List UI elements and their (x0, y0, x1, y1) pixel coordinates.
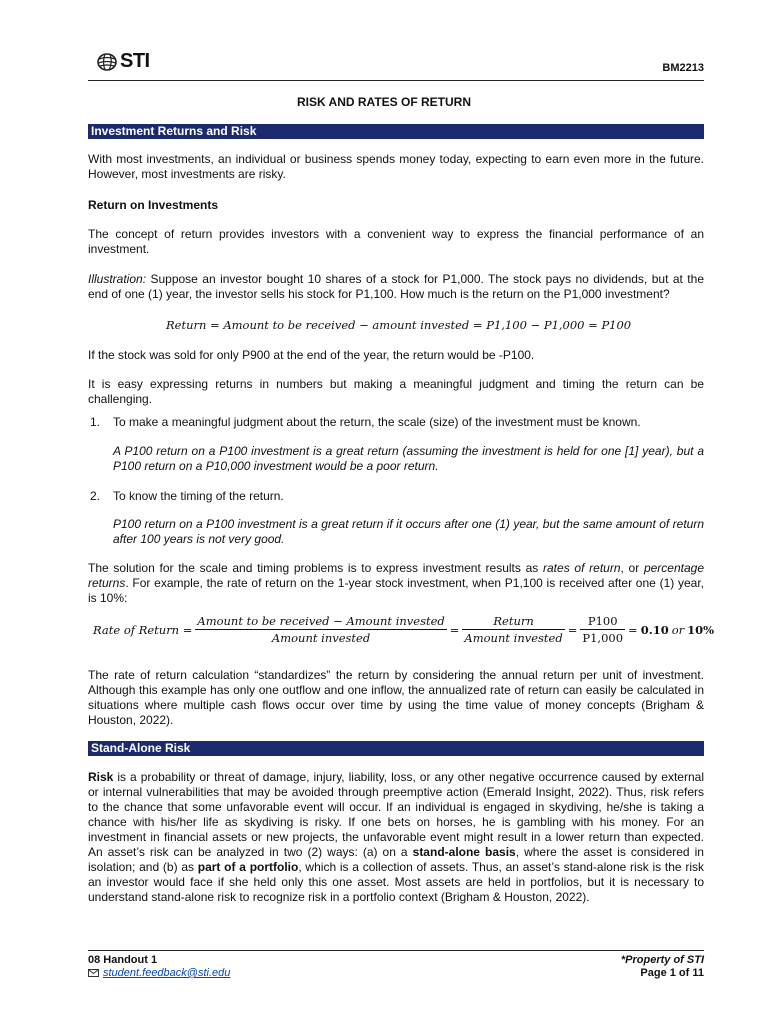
logo-text: STI (120, 50, 150, 72)
email-link[interactable]: student.feedback@sti.edu (103, 967, 231, 979)
equation-rate-of-return: Rate of Return = $\frac{\text{Amount to be received − Amount invested}}{\text{Amount invested}}$ = $\frac{\text{Return}}{\text{Amount invested}}$ = $\frac{P100}{P1,000}$ = 0.10 or 10% (93, 614, 715, 645)
paragraph-solution (88, 561, 704, 606)
term-rates-of-return: rates of return (543, 561, 621, 575)
list-item-scale: To make a meaningful judgment about the return, the scale (size) of the investment must be known. (113, 415, 641, 429)
footer-divider (88, 950, 704, 951)
paragraph-illustration (88, 272, 704, 302)
illustration-text: Suppose an investor bought 10 shares of a stock for P1,000. The stock pays no dividends, but at the end of one (1) year, the investor sells his stock for P1,100. How much is the return on the P1,000 investment? (88, 272, 704, 301)
eq-result-percent: 10% (687, 622, 715, 637)
handout-label: 08 Handout 1 (88, 954, 158, 966)
envelope-icon (88, 969, 99, 977)
paragraph-intro: With most investments, an individual or business spends money today, expecting to earn even more in the future. However, most investments are risky. (88, 152, 704, 181)
fraction-values: $\frac{P100}{P1,000}$ (582, 614, 624, 645)
equation-return: Return = Amount to be received − amount invested = P1,100 − P1,000 = P100 (166, 318, 632, 332)
list-number-2: 2. (90, 489, 101, 503)
note-scale: A P100 return on a P100 investment is a great return (assuming the investment is held for one [1] year), but a P100 return on a P10,000 investment would be a poor return. (113, 444, 704, 473)
paragraph-risk-definition: Risk is a probability or threat of damage, injury, liability, loss, or any other negative occurrence caused by external or internal vulnerabilities that may be avoided through preemptive action (Emerald Insight, 2022). Thus, risk refers to the chance that some unfavorable event will occur. If an individual is engaged in skydiving, he/she is taking a chance with his/her life as skydiving is risky. If one bets on horses, he is gambling with his money. For an investment in financial assets or new projects, the unfavorable event might result in a lower return than expected. An asset’s risk can be analyzed in two (2) ways: (a) on a stand-alone basis, where the asset is considered in isolation; and (b) as part of a portfolio, which is a collection of assets. Thus, an asset’s stand-alone risk is the risk an investor would face if she held only this one asset. Most assets are held in portfolios, but it is necessary to understand stand-alone risk to recognize risk in a portfolio context (Brigham & Houston, 2022). (88, 770, 704, 904)
solution-text-a: The solution for the scale and timing problems is to express investment results as (88, 561, 544, 575)
list-number-1: 1. (90, 415, 101, 429)
eq-lhs: Rate of Return = (93, 622, 193, 637)
fraction-full: $\frac{\text{Amount to be received − Amount invested}}{\text{Amount invested}}$ (197, 614, 445, 645)
term-percentage-returns: percentage returns (88, 561, 704, 590)
paragraph-challenges: It is easy expressing returns in numbers but making a meaningful judgment and timing the return can be challenging. (88, 377, 704, 406)
term-part-of-portfolio: part of a portfolio (197, 860, 299, 874)
property-label: *Property of STI (620, 954, 704, 966)
paragraph-loss: If the stock was sold for only P900 at the end of the year, the return would be -P100. (88, 348, 535, 362)
subheading-return-on-investments: Return on Investments (88, 198, 219, 212)
paragraph-standardizes: The rate of return calculation “standardizes” the return by considering the annual return per unit of investment. Although this example has only one outflow and one inflow, the annualized rate of return can easily be calculated in situations where multiple cash flows occur over time by using the time value of money concepts (Brigham & Houston, 2022). (88, 668, 704, 727)
globe-icon (96, 53, 118, 71)
section-heading-investment-returns: Investment Returns and Risk (88, 124, 704, 139)
header-divider (88, 80, 704, 81)
list-item-timing: To know the timing of the return. (113, 489, 284, 503)
fraction-return: $\frac{\text{Return}}{\text{Amount invested}}$ (464, 614, 563, 645)
solution-text-b: , or (620, 561, 644, 575)
paragraph-concept: The concept of return provides investors with a convenient way to express the financial performance of an investment. (88, 227, 704, 256)
section-heading-stand-alone-risk: Stand-Alone Risk (88, 741, 704, 756)
page-title: RISK AND RATES OF RETURN (297, 95, 471, 109)
doc-code: BM2213 (662, 62, 704, 74)
sti-logo (96, 50, 150, 73)
eq-result-decimal: 0.10 (640, 622, 669, 637)
term-stand-alone-basis: stand-alone basis (412, 845, 516, 859)
term-risk: Risk (88, 770, 114, 784)
note-timing: P100 return on a P100 investment is a great return if it occurs after one (1) year, but the same amount of return after 100 years is not very good. (113, 517, 704, 546)
solution-text-c: . For example, the rate of return on the 1-year stock investment, when P1,100 is received after one (1) year, is 10%: (88, 576, 704, 605)
page-number: Page 1 of 11 (640, 967, 704, 979)
feedback-contact (88, 967, 230, 979)
illustration-label: Illustration: (88, 272, 147, 286)
